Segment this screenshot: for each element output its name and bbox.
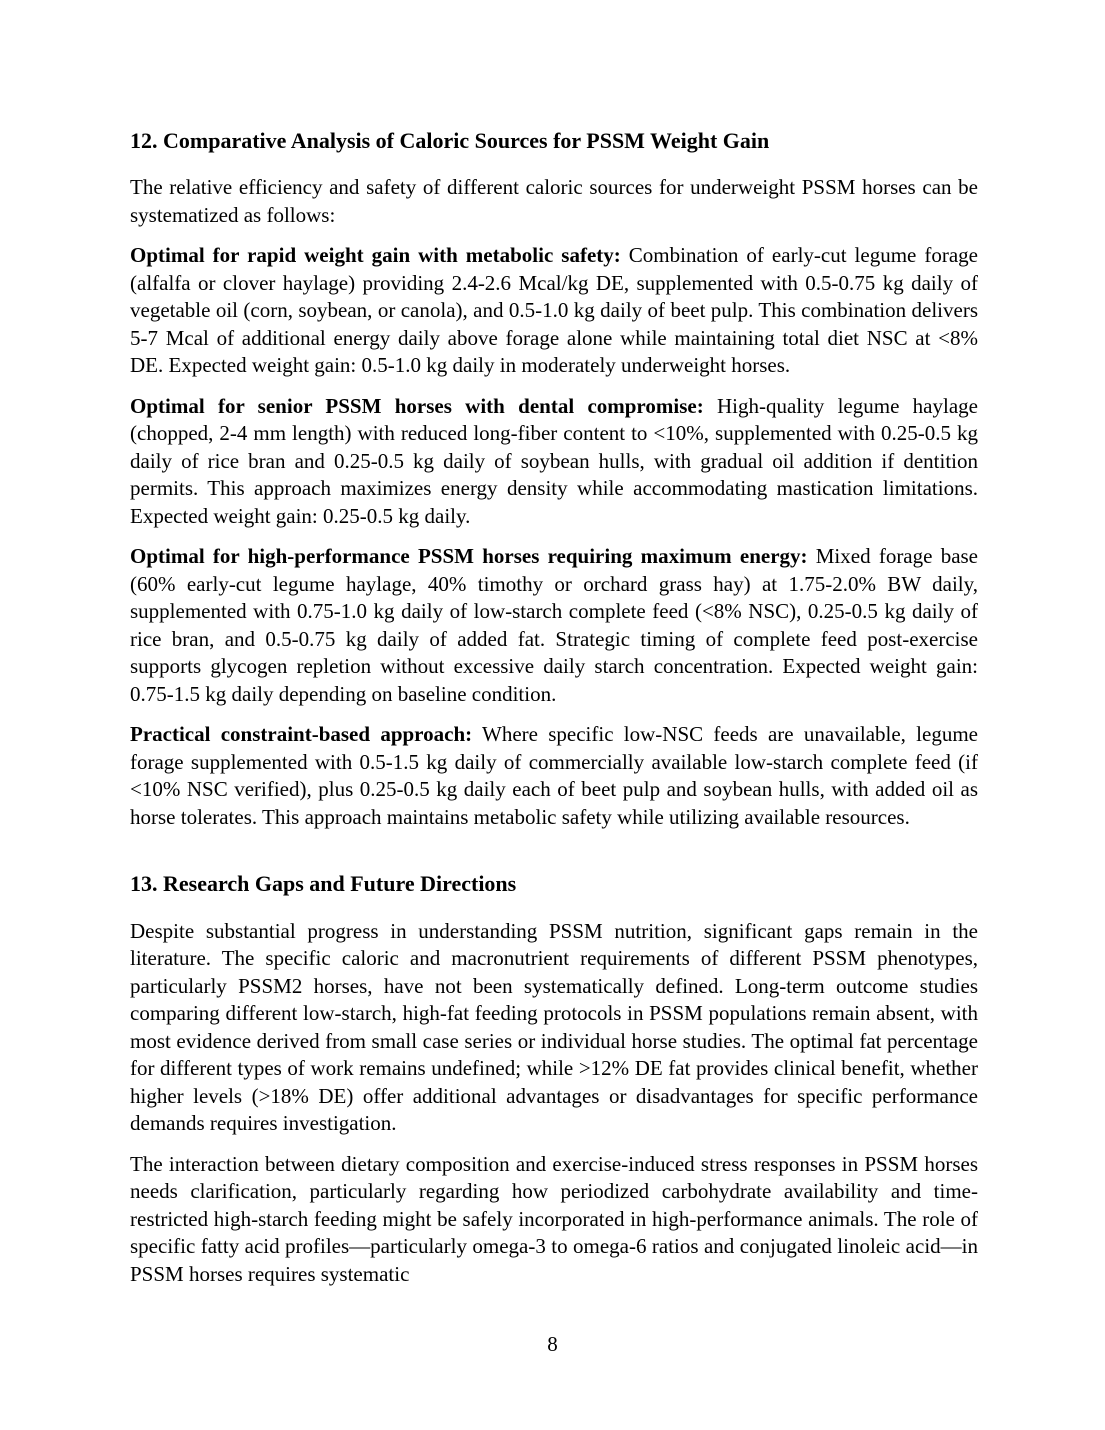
paragraph-high-performance bbox=[130, 543, 978, 708]
section-research-gaps bbox=[130, 871, 978, 1288]
paragraph-rapid-weight-gain bbox=[130, 242, 978, 380]
paragraph-senior-horses bbox=[130, 393, 978, 531]
section-heading-12: 12. Comparative Analysis of Caloric Sources for PSSM Weight Gain bbox=[130, 128, 770, 153]
paragraph-lead: Optimal for high-performance PSSM horses requiring maximum energy: bbox=[130, 544, 808, 569]
page-footer bbox=[0, 1332, 1105, 1357]
paragraph-lead: Practical constraint-based approach: bbox=[130, 722, 473, 747]
paragraph-intro bbox=[130, 174, 978, 229]
paragraph-lead: Optimal for rapid weight gain with metabolic safety: bbox=[130, 243, 621, 268]
paragraph-text: Where specific low-NSC feeds are unavailable, legume forage supplemented with 0.5-1.5 kg daily of commercially available low-starch complete feed (if <10% NSC verified), plus 0.25-0.5 kg daily each of beet pulp and soybean hulls, with added oil as horse tolerates. This approach maintains metabolic safety while utilizing available resources. bbox=[130, 722, 978, 829]
paragraph-text: High-quality legume haylage (chopped, 2-4 mm length) with reduced long-fiber content to <10%, supplemented with 0.25-0.5 kg daily of rice bran and 0.25-0.5 kg daily of soybean hulls, with gradual oil addition if dentition permits. This approach maximizes energy density while accommodating mastication limitations. Expected weight gain: 0.25-0.5 kg daily. bbox=[130, 393, 978, 528]
paragraph-lead: Optimal for senior PSSM horses with dental compromise: bbox=[130, 393, 704, 418]
section-heading-13: 13. Research Gaps and Future Directions bbox=[130, 871, 517, 897]
text-block bbox=[130, 128, 978, 1301]
paragraph-text: Mixed forage base (60% early-cut legume haylage, 40% timothy or orchard grass hay) at 1.75-2.0% BW daily, supplemented with 0.75-1.0 kg daily of low-starch complete feed (<8% NSC), 0.25-0.5 kg daily of rice bran, and 0.5-0.75 kg daily of added fat. Strategic timing of complete feed post-exercise supports glycogen repletion without excessive daily starch concentration. Expected weight gain: 0.75-1.5 kg daily depending on baseline condition. bbox=[130, 544, 979, 706]
paragraph-text: Despite substantial progress in understanding PSSM nutrition, significant gaps remain in the literature. The specific caloric and macronutrient requirements of different PSSM phenotypes, particularly PSSM2 horses, have not been systematically defined. Long-term outcome studies comparing different low-starch, high-fat feeding protocols in PSSM populations remain absent, with most evidence derived from small case series or individual horse studies. The optimal fat percentage for different types of work remains undefined; while >12% DE fat provides clinical benefit, whether higher levels (>18% DE) offer additional advantages or disadvantages for specific performance demands requires investigation. bbox=[130, 918, 978, 1136]
paragraph-text: Combination of early-cut legume forage (alfalfa or clover haylage) providing 2.4-2.6 Mcal/kg DE, supplemented with 0.5-0.75 kg daily of vegetable oil (corn, soybean, or canola), and 0.5-1.0 kg daily of beet pulp. This combination delivers 5-7 Mcal of additional energy daily above forage alone while maintaining total diet NSC at <8% DE. Expected weight gain: 0.5-1.0 kg daily in moderately underweight horses. bbox=[130, 243, 978, 378]
paragraph-practical-constraint bbox=[130, 721, 978, 831]
page-number: 8 bbox=[547, 1332, 558, 1356]
section-comparative-analysis bbox=[130, 128, 978, 831]
paragraph-dietary-interaction bbox=[130, 1151, 978, 1289]
paragraph-text: The interaction between dietary composition and exercise-induced stress responses in PSSM horses needs clarification, particularly regarding how periodized carbohydrate availability and time-restricted high-starch feeding might be safely incorporated in high-performance animals. The role of specific fatty acid profiles—particularly omega-3 to omega-6 ratios and conjugated linoleic acid—in PSSM horses requires systematic bbox=[130, 1151, 978, 1286]
paragraph-research-gaps bbox=[130, 918, 978, 1138]
paragraph-text: The relative efficiency and safety of different caloric sources for underweight PSSM horses can be systematized as follows: bbox=[130, 175, 978, 227]
